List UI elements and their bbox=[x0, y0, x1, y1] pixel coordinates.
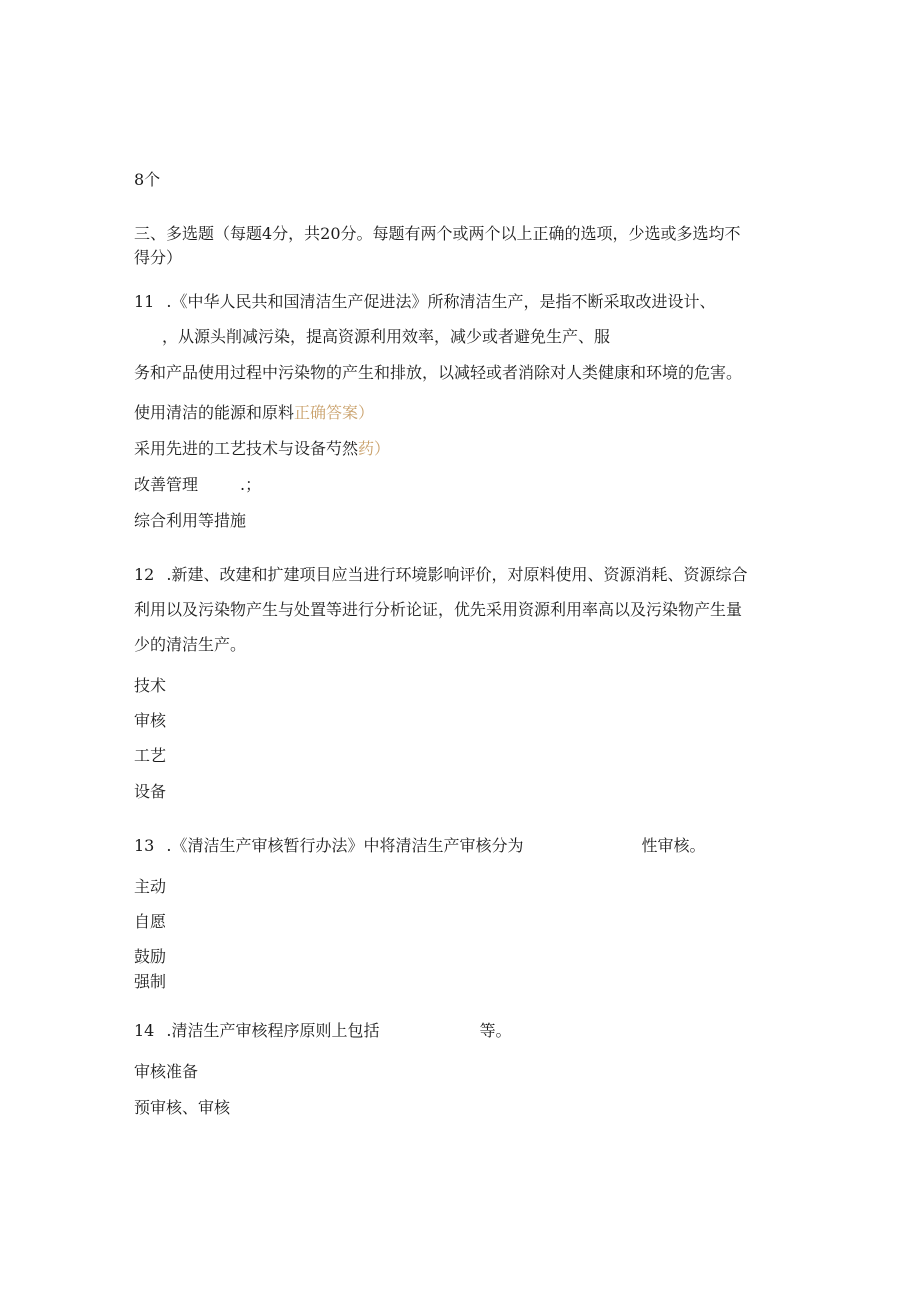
q13-stem-a: .《清洁生产审核暂行办法》中将清洁生产审核分为 bbox=[166, 836, 524, 855]
q13-option-d[interactable]: 强制 bbox=[134, 972, 167, 991]
section-heading-line1: 三、多选题（每题4分，共20分。每题有两个或两个以上正确的选项，少选或多选均不 bbox=[134, 224, 741, 243]
q13-option-b[interactable]: 自愿 bbox=[134, 912, 167, 931]
q12-stem-text1: .新建、改建和扩建项目应当进行环境影响评价，对原料使用、资源消耗、资源综合 bbox=[166, 565, 748, 584]
q13-stem bbox=[134, 836, 705, 856]
q11-option-d[interactable] bbox=[134, 511, 246, 531]
q11-option-c-text: 改善管理 bbox=[134, 475, 199, 494]
q14-option-a[interactable]: 审核准备 bbox=[134, 1062, 199, 1081]
top-note: 8个 bbox=[134, 170, 161, 189]
q11-option-b-text: 采用先进的工艺技术与设备芍然 bbox=[134, 439, 359, 458]
q12-stem-line3: 少的清洁生产。 bbox=[134, 635, 247, 654]
q14-stem bbox=[134, 1021, 511, 1041]
q11-option-d-text: 综合利用等措施 bbox=[134, 511, 247, 530]
q14-option-b[interactable]: 预审核、审核 bbox=[134, 1098, 231, 1117]
q11-option-a[interactable] bbox=[134, 403, 374, 423]
q13-option-a[interactable]: 主动 bbox=[134, 877, 167, 896]
q12-option-d[interactable]: 设备 bbox=[134, 782, 167, 801]
q11-option-a-mark: 正确答案） bbox=[294, 403, 375, 422]
q11-option-c[interactable] bbox=[134, 475, 261, 495]
q14-number: 14 bbox=[134, 1021, 155, 1040]
q11-stem-line2: ，从源头削减污染，提高资源利用效率，减少或者避免生产、服 bbox=[162, 327, 611, 346]
q11-stem-text1: .《中华人民共和国清洁生产促进法》所称清洁生产，是指不断采取改进设计、 bbox=[166, 292, 716, 311]
q13-option-c[interactable]: 鼓励 bbox=[134, 947, 167, 966]
q11-stem-line1 bbox=[134, 292, 715, 312]
q13-number: 13 bbox=[134, 836, 155, 855]
q12-option-b[interactable]: 审核 bbox=[134, 711, 167, 730]
q12-number: 12 bbox=[134, 565, 155, 584]
q12-option-a[interactable]: 技术 bbox=[134, 676, 167, 695]
q14-stem-a: .清洁生产审核程序原则上包括 bbox=[166, 1021, 380, 1040]
q11-option-b-mark: 药） bbox=[358, 439, 391, 458]
q11-option-b[interactable] bbox=[134, 439, 390, 459]
q12-option-c[interactable]: 工艺 bbox=[134, 746, 167, 765]
q11-option-c-mark: .； bbox=[240, 475, 262, 494]
section-heading-line2: 得分） bbox=[134, 248, 183, 267]
q14-stem-b: 等。 bbox=[479, 1021, 512, 1040]
q11-option-a-text: 使用清洁的能源和原料 bbox=[134, 403, 295, 422]
q11-stem-line3: 务和产品使用过程中污染物的产生和排放，以减轻或者消除对人类健康和环境的危害。 bbox=[134, 363, 743, 382]
q12-stem-line2: 利用以及污染物产生与处置等进行分析论证，优先采用资源利用率高以及污染物产生量 bbox=[134, 600, 743, 619]
q12-stem-line1 bbox=[134, 565, 747, 585]
q13-stem-b: 性审核。 bbox=[641, 836, 706, 855]
q11-number: 11 bbox=[134, 292, 155, 311]
